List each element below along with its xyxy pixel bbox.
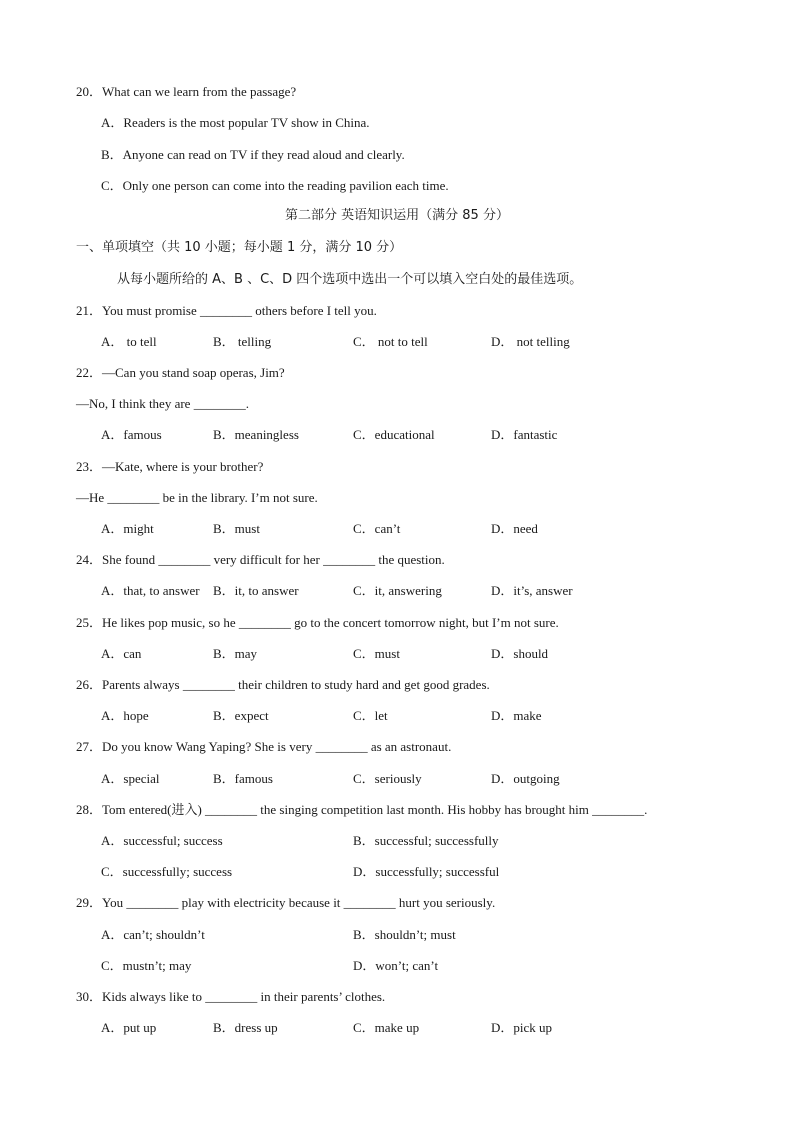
question-21-option-b: B． telling bbox=[213, 334, 272, 349]
question-22-stem-reply: —No, I think they are ________. bbox=[76, 396, 249, 411]
question-30-option-c: C．make up bbox=[353, 1020, 420, 1035]
question-28-option-b: B．successful; successfully bbox=[353, 833, 499, 848]
question-21-option-a: A． to tell bbox=[101, 334, 157, 349]
question-24-option-a: A．that, to answer bbox=[101, 583, 200, 598]
question-29-option-a: A．can’t; shouldn’t bbox=[101, 927, 205, 942]
question-30-option-a: A．put up bbox=[101, 1020, 157, 1035]
question-30-option-b: B．dress up bbox=[213, 1020, 278, 1035]
question-25-option-a: A．can bbox=[101, 646, 142, 661]
question-20-stem: 20．What can we learn from the passage? bbox=[76, 84, 297, 99]
question-20-option-c: C．Only one person can come into the reading pavilion each time. bbox=[101, 178, 449, 193]
question-27-option-a: A．special bbox=[101, 771, 160, 786]
question-29-option-c: C．mustn’t; may bbox=[101, 958, 192, 973]
question-26-option-d: D．make bbox=[491, 708, 542, 723]
question-25-option-d: D．should bbox=[491, 646, 549, 661]
question-25-option-c: C．must bbox=[353, 646, 400, 661]
question-27-stem: 27．Do you know Wang Yaping? She is very ________ as an astronaut. bbox=[76, 739, 452, 754]
question-28-option-c: C．successfully; success bbox=[101, 864, 233, 879]
question-28-option-d: D．successfully; successful bbox=[353, 864, 500, 879]
question-22-option-c: C．educational bbox=[353, 427, 435, 442]
question-29-stem: 29．You ________ play with electricity because it ________ hurt you seriously. bbox=[76, 895, 496, 910]
question-23-option-c: C．can’t bbox=[353, 521, 401, 536]
question-22-stem: 22．—Can you stand soap operas, Jim? bbox=[76, 365, 285, 380]
question-28-stem: 28．Tom entered(进入) ________ the singing competition last month. His hobby has brought him ________. bbox=[76, 802, 648, 817]
question-26-option-a: A．hope bbox=[101, 708, 149, 723]
question-29-option-d: D．won’t; can’t bbox=[353, 958, 439, 973]
question-25-stem: 25．He likes pop music, so he ________ go to the concert tomorrow night, but I’m not sure. bbox=[76, 615, 559, 630]
section-1-title: 一、单项填空（共 10 小题；每小题 1 分，满分 10 分） bbox=[76, 240, 403, 255]
question-24-option-c: C．it, answering bbox=[353, 583, 442, 598]
question-26-option-b: B．expect bbox=[213, 708, 269, 723]
question-24-option-b: B．it, to answer bbox=[213, 583, 299, 598]
question-23-option-b: B．must bbox=[213, 521, 260, 536]
question-20-option-a: A．Readers is the most popular TV show in China. bbox=[101, 115, 370, 130]
question-23-option-a: A．might bbox=[101, 521, 154, 536]
question-21-option-c: C． not to tell bbox=[353, 334, 428, 349]
question-25-option-b: B．may bbox=[213, 646, 258, 661]
section-1-instructions: 从每小题所给的 A、B 、C、D 四个选项中选出一个可以填入空白处的最佳选项。 bbox=[117, 272, 583, 287]
question-22-option-b: B．meaningless bbox=[213, 427, 299, 442]
question-27-option-b: B．famous bbox=[213, 771, 273, 786]
question-30-stem: 30．Kids always like to ________ in their parents’ clothes. bbox=[76, 989, 386, 1004]
question-26-option-c: C．let bbox=[353, 708, 388, 723]
question-27-option-c: C．seriously bbox=[353, 771, 422, 786]
question-22-option-a: A．famous bbox=[101, 427, 162, 442]
question-29-option-b: B．shouldn’t; must bbox=[353, 927, 456, 942]
question-28-option-a: A．successful; success bbox=[101, 833, 223, 848]
question-27-option-d: D．outgoing bbox=[491, 771, 560, 786]
question-23-stem: 23．—Kate, where is your brother? bbox=[76, 459, 264, 474]
question-23-option-d: D．need bbox=[491, 521, 538, 536]
question-26-stem: 26．Parents always ________ their children to study hard and get good grades. bbox=[76, 677, 490, 692]
question-30-option-d: D．pick up bbox=[491, 1020, 553, 1035]
part-2-title: 第二部分 英语知识运用（满分 85 分） bbox=[285, 208, 509, 223]
question-24-stem: 24．She found ________ very difficult for her ________ the question. bbox=[76, 552, 445, 567]
question-20-option-b: B．Anyone can read on TV if they read aloud and clearly. bbox=[101, 147, 405, 162]
question-21-option-d: D． not telling bbox=[491, 334, 570, 349]
question-23-stem-reply: —He ________ be in the library. I’m not sure. bbox=[76, 490, 318, 505]
question-24-option-d: D．it’s, answer bbox=[491, 583, 573, 598]
question-21-stem: 21．You must promise ________ others before I tell you. bbox=[76, 303, 377, 318]
question-22-option-d: D．fantastic bbox=[491, 427, 558, 442]
